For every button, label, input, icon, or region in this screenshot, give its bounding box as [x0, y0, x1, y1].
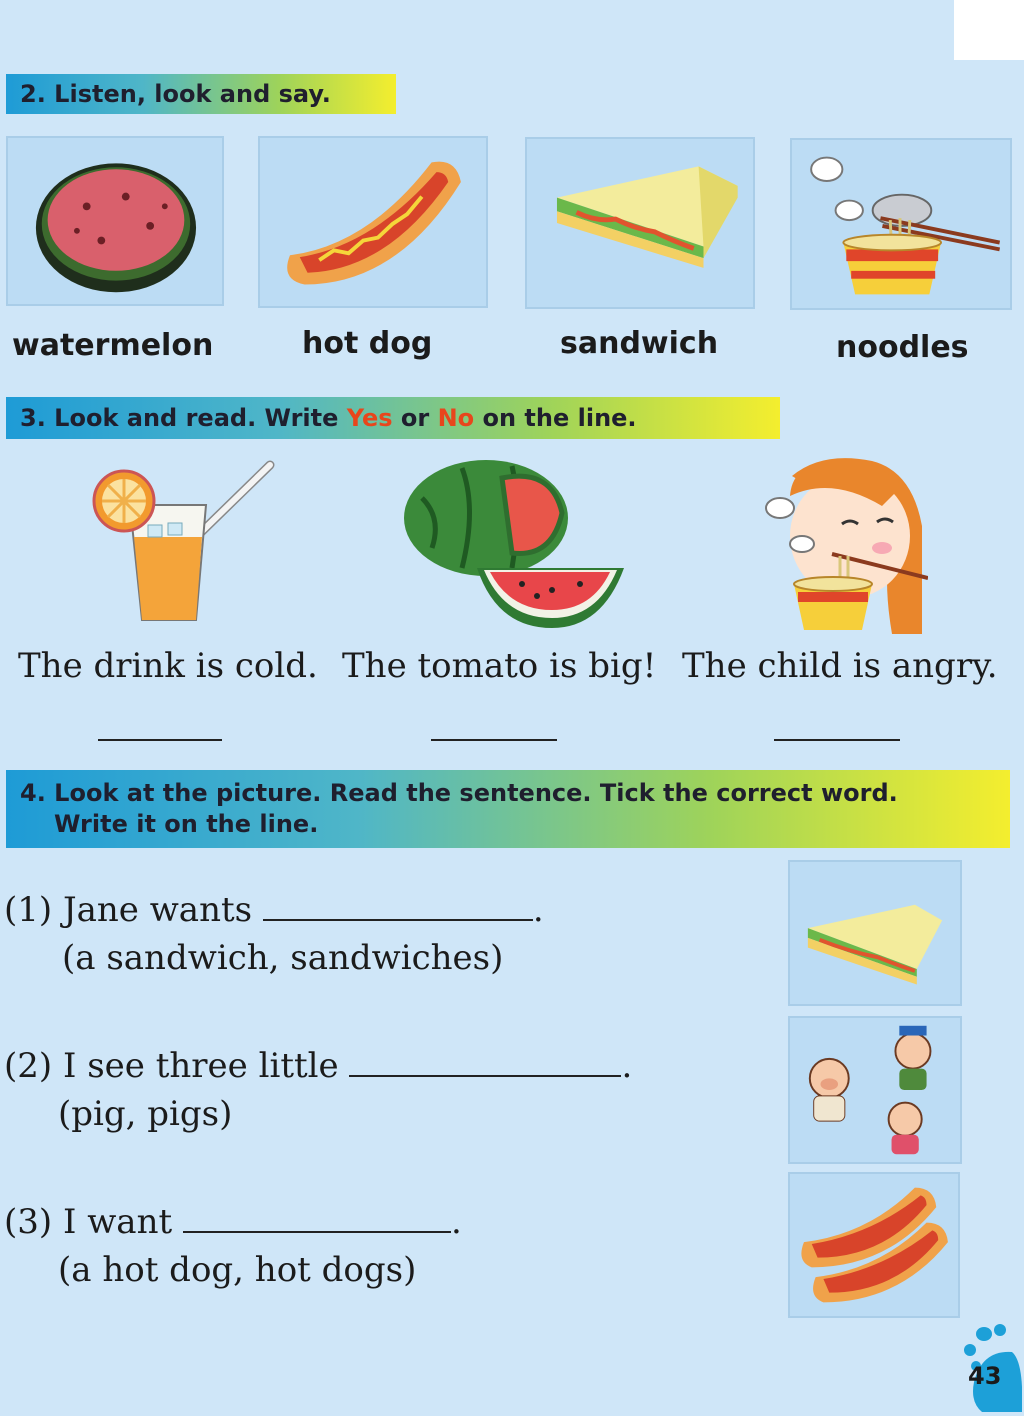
cold-drink-picture	[88, 455, 278, 627]
question-2-text: (2) I see three little	[4, 1046, 339, 1086]
word-watermelon: watermelon	[12, 328, 214, 363]
word-sandwich: sandwich	[560, 326, 719, 361]
section-4-banner	[6, 770, 1010, 848]
answer-line-3[interactable]	[774, 739, 900, 741]
question-2-options: (pig, pigs)	[58, 1094, 233, 1134]
word-hot-dog: hot dog	[302, 326, 433, 361]
question-3-options: (a hot dog, hot dogs)	[58, 1250, 417, 1290]
question-3-end: .	[450, 1202, 462, 1242]
watermelon-slice-image	[8, 138, 222, 304]
question-2-answer-line[interactable]	[349, 1075, 621, 1077]
noodles-tile	[790, 138, 1012, 310]
question-2-end: .	[621, 1046, 633, 1086]
section-3-title-yes: Yes	[346, 404, 393, 432]
section-2-banner	[6, 74, 396, 114]
question-1	[4, 890, 544, 930]
question-1-answer-line[interactable]	[263, 919, 533, 921]
section-3-title-no: No	[437, 404, 475, 432]
section-4-title-line-1: 4. Look at the picture. Read the sentence. Tick the correct word.	[20, 779, 898, 807]
section-3-title-suffix: on the line.	[474, 404, 637, 432]
section-2-title: 2. Listen, look and say.	[20, 80, 331, 108]
sentence-child: The child is angry.	[682, 646, 998, 686]
question-3-answer-line[interactable]	[183, 1231, 451, 1233]
pigs-hint-tile	[788, 1016, 962, 1164]
child-noodles-image	[762, 456, 928, 634]
question-1-text: (1) Jane wants	[4, 890, 253, 930]
sandwich-hint-tile	[788, 860, 962, 1006]
child-eating-picture	[762, 456, 928, 634]
sandwich-tile	[525, 137, 755, 309]
section-3-title-or: or	[392, 404, 438, 432]
sandwich-image	[527, 139, 753, 307]
answer-line-1[interactable]	[98, 739, 222, 741]
question-1-options: (a sandwich, sandwiches)	[62, 938, 504, 978]
question-2	[4, 1046, 632, 1086]
whole-watermelon-image	[402, 458, 627, 630]
sandwich-hint-image	[790, 862, 960, 1004]
hot-dog-tile	[258, 136, 488, 308]
hot-dogs-image	[790, 1174, 958, 1316]
question-1-end: .	[532, 890, 544, 930]
sentence-tomato: The tomato is big!	[342, 646, 657, 686]
hot-dog-image	[260, 138, 486, 306]
question-3-text: (3) I want	[4, 1202, 173, 1242]
watermelon-tile	[6, 136, 224, 306]
section-4-title-line-2: Write it on the line.	[54, 810, 319, 838]
corner-patch	[954, 0, 1024, 60]
page-number-badge	[962, 1322, 1022, 1412]
noodles-bowl-image	[792, 140, 1010, 308]
sentence-drink: The drink is cold.	[18, 646, 318, 686]
page-number: 43	[968, 1362, 1002, 1390]
three-pigs-image	[790, 1018, 960, 1162]
watermelon-picture	[402, 458, 627, 630]
section-3-title-prefix: 3. Look and read. Write	[20, 404, 347, 432]
answer-line-2[interactable]	[431, 739, 557, 741]
orange-juice-image	[88, 455, 278, 627]
question-3	[4, 1202, 462, 1242]
hot-dogs-hint-tile	[788, 1172, 960, 1318]
word-noodles: noodles	[836, 330, 969, 365]
section-3-banner	[6, 397, 780, 439]
